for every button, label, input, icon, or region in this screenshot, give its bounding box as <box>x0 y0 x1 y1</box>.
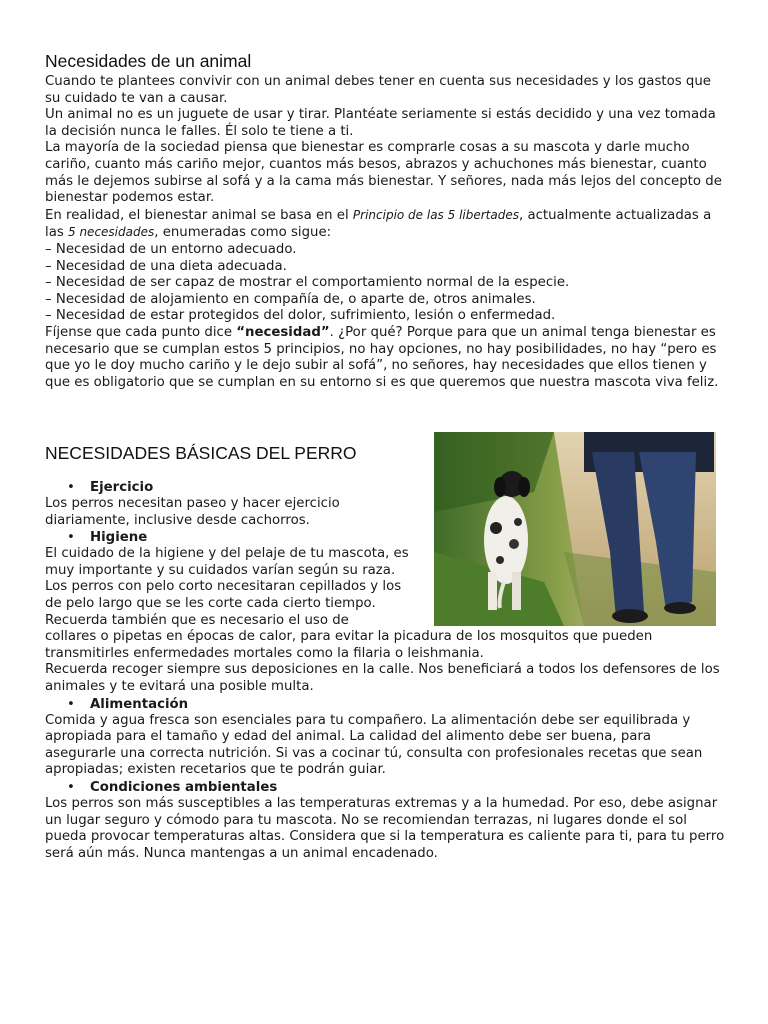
intro-paragraph-1: Cuando te plantees convivir con un animal debes tener en cuenta sus necesidades y los gastos que su cuidado te van a causar. <box>45 74 711 106</box>
heading-higiene: Higiene <box>90 530 148 546</box>
bullet-icon: • <box>67 530 75 546</box>
intro-paragraph-3: La mayoría de la sociedad piensa que bienestar es comprarle cosas a su mascota y darle mucho cariño, cuanto más cariño mejor, cuantos más besos, abrazos y achuchones más bienestar, cuanto más le dejemos subirse al sofá y a la cama más bienestar. Y señores, nada más lejos del concepto de bienestar podemos estar. <box>45 140 722 206</box>
need-item: – Necesidad de estar protegidos del dolor, sufrimiento, lesión o enfermedad. <box>45 308 556 324</box>
heading-alimentacion: Alimentación <box>90 696 189 712</box>
list-item-text: Recuerda recoger siempre sus deposiciones en la calle. Nos beneficiará a todos los defensores de los animales y te evitará una posible multa. <box>45 662 720 694</box>
list-item-heading <box>45 529 725 546</box>
list-item-heading <box>45 479 725 496</box>
dog-needs-list <box>45 479 725 862</box>
text-run: , enumeradas como sigue: <box>154 225 332 241</box>
italic-text: Principio de las 5 libertades <box>352 207 519 222</box>
italic-text: 5 necesidades <box>68 225 155 240</box>
section-title: NECESIDADES BÁSICAS DEL PERRO <box>45 443 357 463</box>
list-item-text: Los perros necesitan paseo y hacer ejercicio diariamente, inclusive desde cachorros. <box>45 496 340 528</box>
list-item-text: Los perros son más susceptibles a las temperaturas extremas y a la humedad. Por eso, debe asignar un lugar seguro y cómodo para tu mascota. No se recomiendan terrazas, ni lugares donde el sol pueda provocar temperaturas altas. Considera que si la temperatura es caliente para ti, para tu perro será aún más. Nunca mantengas a un animal encadenado. <box>45 795 725 861</box>
need-item: – Necesidad de alojamiento en compañía de, o aparte de, otros animales. <box>45 291 536 307</box>
heading-condiciones: Condiciones ambientales <box>90 779 278 795</box>
list-item-text <box>45 546 725 662</box>
list-item-text: Comida y agua fresca son esenciales para tu compañero. La alimentación debe ser equilibrada y apropiada para el tamaño y edad del animal. La calidad del alimento debe ser buena, para asegurarle una correcta nutrición. Si vas a cocinar tú, consulta con profesionales recetas que sean apropiadas; existen recetarios que te podrán guiar. <box>45 712 703 778</box>
bold-text: “necesidad” <box>236 324 330 340</box>
intro-section <box>45 50 725 391</box>
text-run: Fíjense que cada punto dice <box>45 324 237 340</box>
heading-ejercicio: Ejercicio <box>90 480 154 495</box>
text-run: En realidad, el bienestar animal se basa en el <box>45 207 353 223</box>
wrap-block: El cuidado de la higiene y del pelaje de tu mascota, es muy importante y su cuidados varían según su raza. Los perros con pelo corto necesitaran cepillados y los de pelo largo que se les corte cada cierto tiempo. Recuerda también que es necesario el uso de <box>45 546 409 628</box>
list-item-heading <box>45 696 725 713</box>
need-item: – Necesidad de un entorno adecuado. <box>45 241 297 257</box>
bullet-icon: • <box>67 696 75 712</box>
intro-paragraph-5 <box>45 325 725 391</box>
wrap-block: collares o pipetas en épocas de calor, para evitar la picadura de los mosquitos que pueden transmitirles enfermedades mortales como la filaria o leishmania. <box>45 629 653 661</box>
text-run: , actualmente actualizadas a las <box>45 207 712 241</box>
need-item: – Necesidad de ser capaz de mostrar el comportamiento normal de la especie. <box>45 275 570 291</box>
need-item: – Necesidad de una dieta adecuada. <box>45 258 287 274</box>
bullet-icon: • <box>67 779 75 795</box>
intro-paragraph-4 <box>45 207 725 242</box>
text-run: . ¿Por qué? Porque para que un animal tenga bienestar es necesario que se cumplan estos 5 principios, no hay opciones, no hay posibilidades, no hay “pero es que yo le doy mucho cariño y le dejo subir al sofá”, no señores, hay necesidades que ellos tienen y que es obligatorio que se cumplan en su entorno si es que queremos que nuestra mascota viva feliz. <box>45 324 719 390</box>
bullet-icon: • <box>67 480 75 495</box>
intro-paragraph-2: Un animal no es un juguete de usar y tirar. Plantéate seriamente si estás decidido y una vez tomada la decisión nunca le falles. Él solo te tiene a ti. <box>45 107 716 139</box>
page-title: Necesidades de un animal <box>45 51 252 71</box>
list-item-heading <box>45 779 725 796</box>
